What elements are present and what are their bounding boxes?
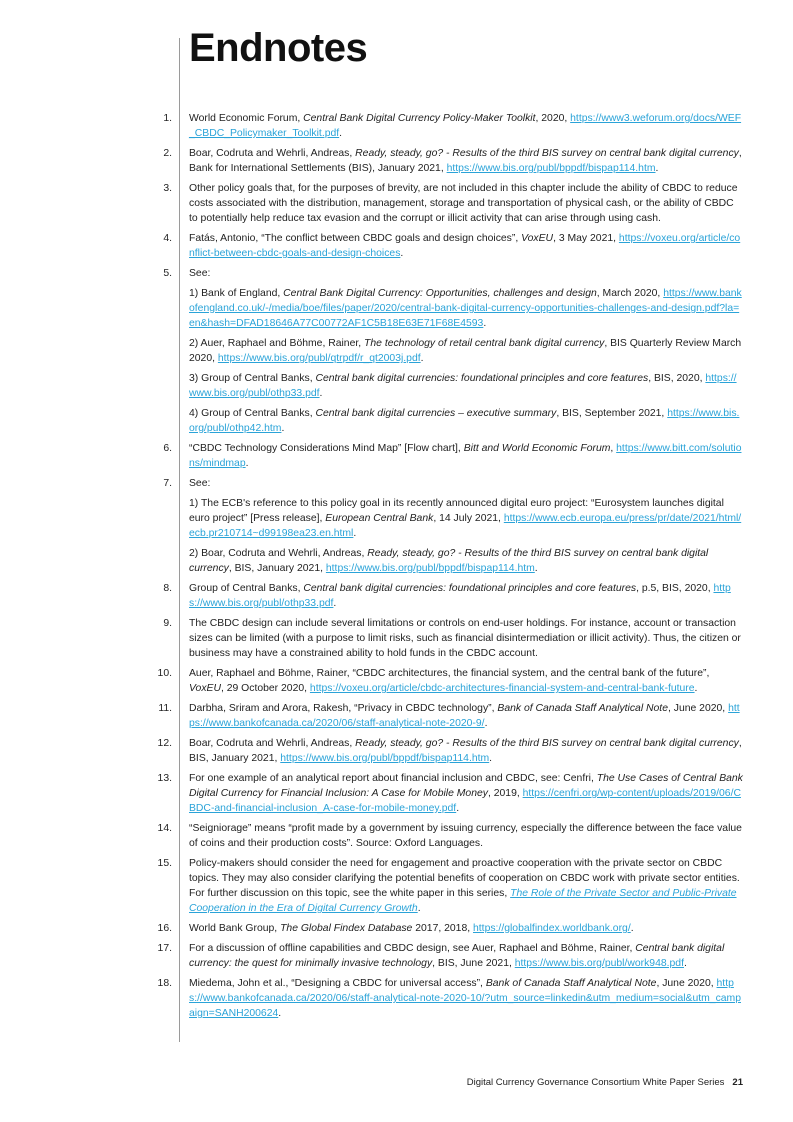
note-text: , March 2020, [596, 288, 664, 299]
italic-title: Ready, steady, go? - Results of the third BIS survey on central bank digital currency [355, 738, 739, 749]
note-text: , BIS Quarterly Review March 2020, [189, 338, 742, 364]
note-text: 2) Boar, Codruta and Wehrli, Andreas, [189, 548, 368, 559]
endnote-number: 6. [163, 443, 172, 454]
note-text: . [630, 923, 634, 934]
note-text: Boar, Codruta and Wehrli, Andreas, [189, 148, 356, 159]
note-text: See: [189, 268, 211, 279]
italic-title: Central Bank Digital Currency: Opportunities, challenges and design [283, 288, 597, 299]
note-text: 2) Auer, Raphael and Böhme, Rainer, [189, 338, 365, 349]
endnote-item [0, 146, 793, 176]
note-text: For one example of an analytical report about financial inclusion and CBDC, see: Cenfri, [189, 773, 597, 784]
note-text: . [456, 803, 460, 814]
note-text: . [655, 163, 659, 174]
note-text: . [489, 753, 493, 764]
endnote-paragraph [189, 441, 744, 471]
reference-link[interactable]: https://www.bitt.com/solutions/mindmap [189, 443, 742, 469]
endnote-item [0, 581, 793, 611]
italic-title: Central bank digital currencies – executive summary [315, 408, 557, 419]
note-text: 1) The ECB's reference to this policy goal in its recently announced digital euro project: “Eurosystem launches digital euro project” [Press release], [189, 498, 724, 524]
endnote-number: 16. [157, 923, 172, 934]
note-text: Boar, Codruta and Wehrli, Andreas, [189, 738, 356, 749]
reference-link[interactable]: https://www.bankofcanada.ca/2020/06/staff-analytical-note-2020-9/ [189, 703, 740, 729]
note-text: . [339, 128, 343, 139]
endnote-paragraph [189, 146, 744, 176]
endnote-item [0, 821, 793, 851]
italic-title: Central bank digital currency: the quest for minimally invasive technology [189, 943, 725, 969]
reference-link[interactable]: https://www3.weforum.org/docs/WEF_CBDC_Policymaker_Toolkit.pdf [189, 113, 742, 139]
note-text: , BIS, January 2021, [189, 738, 742, 764]
endnote-paragraph [189, 771, 744, 816]
endnote-item [0, 231, 793, 261]
endnote-number: 10. [157, 668, 172, 679]
footer-series: Digital Currency Governance Consortium White Paper Series [466, 1077, 725, 1088]
italic-title: Central bank digital currencies: foundational principles and core features [303, 583, 637, 594]
note-text: World Economic Forum, [189, 113, 304, 124]
endnote-paragraph [189, 406, 744, 436]
italic-title: The technology of retail central bank digital currency [364, 338, 605, 349]
reference-link[interactable]: https://www.bis.org/publ/bppdf/bispap114.htm [280, 753, 490, 764]
endnote-number: 9. [163, 618, 172, 629]
note-text: , 14 July 2021, [433, 513, 504, 524]
endnote-item [0, 736, 793, 766]
page-number: 21 [732, 1077, 743, 1088]
italic-title: VoxEU [521, 233, 554, 244]
note-text: . [417, 903, 421, 914]
endnote-item [0, 771, 793, 816]
endnote-paragraph [189, 546, 744, 576]
note-text: See: [189, 478, 211, 489]
endnote-paragraph [189, 286, 744, 331]
reference-link[interactable]: https://www.bankofengland.co.uk/-/media/boe/files/paper/2020/central-bank-digital-currency-opportunities-challenges-and-design.pdf?la=en&hash=DFAD18646A77C00772AF1C5B18E63E71F68E4593 [189, 288, 742, 329]
reference-link[interactable]: https://www.bis.org/publ/othp33.pdf [189, 583, 731, 609]
italic-title: Central bank digital currencies: foundational principles and core features [315, 373, 649, 384]
endnote-item [0, 701, 793, 731]
note-text: . [534, 563, 538, 574]
note-text: Darbha, Sriram and Arora, Rakesh, “Privacy in CBDC technology”, [189, 703, 498, 714]
endnote-item [0, 476, 793, 576]
note-text: For a discussion of offline capabilities and CBDC design, see Auer, Raphael and Böhme, Rainer, [189, 943, 636, 954]
endnote-number: 3. [163, 183, 172, 194]
endnote-item [0, 266, 793, 436]
note-text: “Seigniorage” means “profit made by a government by issuing currency, especially the difference between the face value of coins and their production costs”. Source: Oxford Languages. [189, 823, 742, 849]
reference-link[interactable]: https://cenfri.org/wp-content/uploads/2019/06/CBDC-and-financial-inclusion_A-case-for-mobile-money.pdf [189, 788, 741, 814]
endnote-paragraph [189, 581, 744, 611]
note-text: , 3 May 2021, [553, 233, 619, 244]
endnote-paragraph [189, 941, 744, 971]
note-text: “CBDC Technology Considerations Mind Map” [Flow chart], [189, 443, 464, 454]
note-text: 2017, 2018, [412, 923, 474, 934]
endnote-paragraph [189, 921, 744, 936]
reference-link[interactable]: https://www.bis.org/publ/bppdf/bispap114.htm [446, 163, 656, 174]
reference-link[interactable]: https://voxeu.org/article/conflict-between-cbdc-goals-and-design-choices [189, 233, 741, 259]
reference-link[interactable]: https://www.bankofcanada.ca/2020/06/staff-analytical-note-2020-10/?utm_source=linkedin&utm_medium=social&utm_campaign=SANH200624 [189, 978, 741, 1019]
note-text: Auer, Raphael and Böhme, Rainer, “CBDC architectures, the financial system, and the central bank of the future”, [189, 668, 710, 679]
endnote-number: 14. [157, 823, 172, 834]
endnote-number: 8. [163, 583, 172, 594]
note-text: , Bank for International Settlements (BIS), January 2021, [189, 148, 742, 174]
endnote-paragraph [189, 111, 744, 141]
reference-link[interactable]: https://www.bis.org/publ/work948.pdf [514, 958, 684, 969]
italic-title: European Central Bank [325, 513, 434, 524]
endnote-paragraph [189, 181, 744, 226]
italic-title: VoxEU [189, 683, 221, 694]
endnote-number: 13. [157, 773, 172, 784]
note-text: Fatás, Antonio, “The conflict between CBDC goals and design choices”, [189, 233, 522, 244]
endnote-paragraph [189, 736, 744, 766]
note-text: , June 2020, [667, 703, 729, 714]
endnote-paragraph [189, 266, 744, 281]
note-text: , 29 October 2020, [220, 683, 310, 694]
note-text: . [400, 248, 404, 259]
endnote-item [0, 856, 793, 916]
endnote-number: 7. [163, 478, 172, 489]
note-text: Policy-makers should consider the need for engagement and proactive cooperation with the private sector on CBDC topics. They may also consider clarifying the potential benefits of cooperation on CBDC work with private sector entities. For further discussion on this topic, see the white paper in this series, [189, 858, 740, 899]
note-text: , BIS, June 2021, [432, 958, 515, 969]
note-text: . [683, 958, 687, 969]
endnote-item [0, 111, 793, 141]
endnote-paragraph [189, 821, 744, 851]
note-text: . [420, 353, 424, 364]
note-text: , 2020, [535, 113, 571, 124]
note-text: , June 2020, [656, 978, 717, 989]
note-text: Group of Central Banks, [189, 583, 304, 594]
endnote-paragraph [189, 336, 744, 366]
note-text: World Bank Group, [189, 923, 281, 934]
note-text: , [610, 443, 617, 454]
note-text: . [319, 388, 323, 399]
note-text: Miedema, John et al., “Designing a CBDC for universal access”, [189, 978, 486, 989]
note-text: . [694, 683, 698, 694]
reference-link[interactable]: https://www.bis.org/publ/othp33.pdf [189, 373, 737, 399]
endnote-item [0, 976, 793, 1021]
note-text: 4) Group of Central Banks, [189, 408, 316, 419]
page-title: Endnotes [189, 26, 368, 70]
endnote-number: 18. [157, 978, 172, 989]
endnote-paragraph [189, 476, 744, 491]
italic-title: Bitt and World Economic Forum [463, 443, 611, 454]
page-footer [467, 1077, 743, 1088]
endnote-item [0, 616, 793, 661]
reference-link[interactable]: https://voxeu.org/article/cbdc-architectures-financial-system-and-central-bank-future [309, 683, 695, 694]
italic-title: Bank of Canada Staff Analytical Note [497, 703, 668, 714]
note-text: 3) Group of Central Banks, [189, 373, 316, 384]
note-text: Other policy goals that, for the purposes of brevity, are not included in this chapter include the ability of CBDC to reduce costs associated with the distribution, management, storage and transportation of physical cash, or the ability of CBDC to potentially help reduce tax evasion and the corrupt or illicit activity that can arise through using cash. [189, 183, 738, 224]
italic-title: The Global Findex Database [280, 923, 413, 934]
note-text: , BIS, January 2021, [228, 563, 326, 574]
note-text: , BIS, September 2021, [556, 408, 668, 419]
italic-title: Central Bank Digital Currency Policy-Maker Toolkit [303, 113, 536, 124]
note-text: The CBDC design can include several limitations or controls on end-user holdings. For instance, account or transaction sizes can be limited (with a purpose to limit risks, such as financial disintermediation or illicit activity). Thus, the citizen or business may have a constrained ability to hold funds in the CBDC account. [189, 618, 741, 659]
italic-title: Ready, steady, go? - Results of the third BIS survey on central bank digital currency [355, 148, 739, 159]
reference-link[interactable]: https://www.bis.org/publ/qtrpdf/r_qt2003j.pdf [217, 353, 421, 364]
reference-link[interactable]: https://www.ecb.europa.eu/press/pr/date/2021/html/ecb.pr210714~d99198ea23.en.html [189, 513, 742, 539]
endnote-number: 17. [157, 943, 172, 954]
reference-link[interactable]: https://www.bis.org/publ/bppdf/bispap114.htm [325, 563, 535, 574]
endnote-paragraph [189, 496, 744, 541]
endnote-item [0, 181, 793, 226]
endnote-number: 12. [157, 738, 172, 749]
note-text: . [333, 598, 337, 609]
endnote-item [0, 666, 793, 696]
endnote-paragraph [189, 976, 744, 1021]
endnote-number: 5. [163, 268, 172, 279]
note-text: . [278, 1008, 282, 1019]
note-text: 1) Bank of England, [189, 288, 284, 299]
note-text: . [281, 423, 285, 434]
endnote-paragraph [189, 701, 744, 731]
endnote-paragraph [189, 616, 744, 661]
note-text: . [245, 458, 249, 469]
endnote-number: 11. [158, 703, 172, 714]
endnote-number: 15. [157, 858, 172, 869]
italic-title: Ready, steady, go? - Results of the third BIS survey on central bank digital currency [189, 548, 709, 574]
endnote-number: 2. [163, 148, 172, 159]
endnote-paragraph [189, 371, 744, 401]
endnote-paragraph [189, 666, 744, 696]
endnote-paragraph [189, 856, 744, 916]
endnote-item [0, 921, 793, 936]
note-text: . [353, 528, 357, 539]
endnote-item [0, 441, 793, 471]
endnotes-list [0, 111, 793, 1026]
endnote-number: 1. [163, 113, 172, 124]
note-text: , 2019, [487, 788, 523, 799]
note-text: , BIS, 2020, [648, 373, 706, 384]
endnote-number: 4. [163, 233, 172, 244]
reference-link[interactable]: https://globalfindex.worldbank.org/ [473, 923, 631, 934]
reference-link[interactable]: https://www.bis.org/publ/othp42.htm [189, 408, 740, 434]
note-text: . [483, 318, 487, 329]
note-text: . [484, 718, 488, 729]
reference-link[interactable]: The Role of the Private Sector and Public-Private Cooperation in the Era of Digital Currency Growth [189, 888, 737, 914]
italic-title: The Use Cases of Central Bank Digital Currency for Financial Inclusion: A Case for Mobile Money [189, 773, 743, 799]
note-text: , p.5, BIS, 2020, [636, 583, 714, 594]
endnote-paragraph [189, 231, 744, 261]
italic-title: Bank of Canada Staff Analytical Note [485, 978, 657, 989]
endnote-item [0, 941, 793, 971]
